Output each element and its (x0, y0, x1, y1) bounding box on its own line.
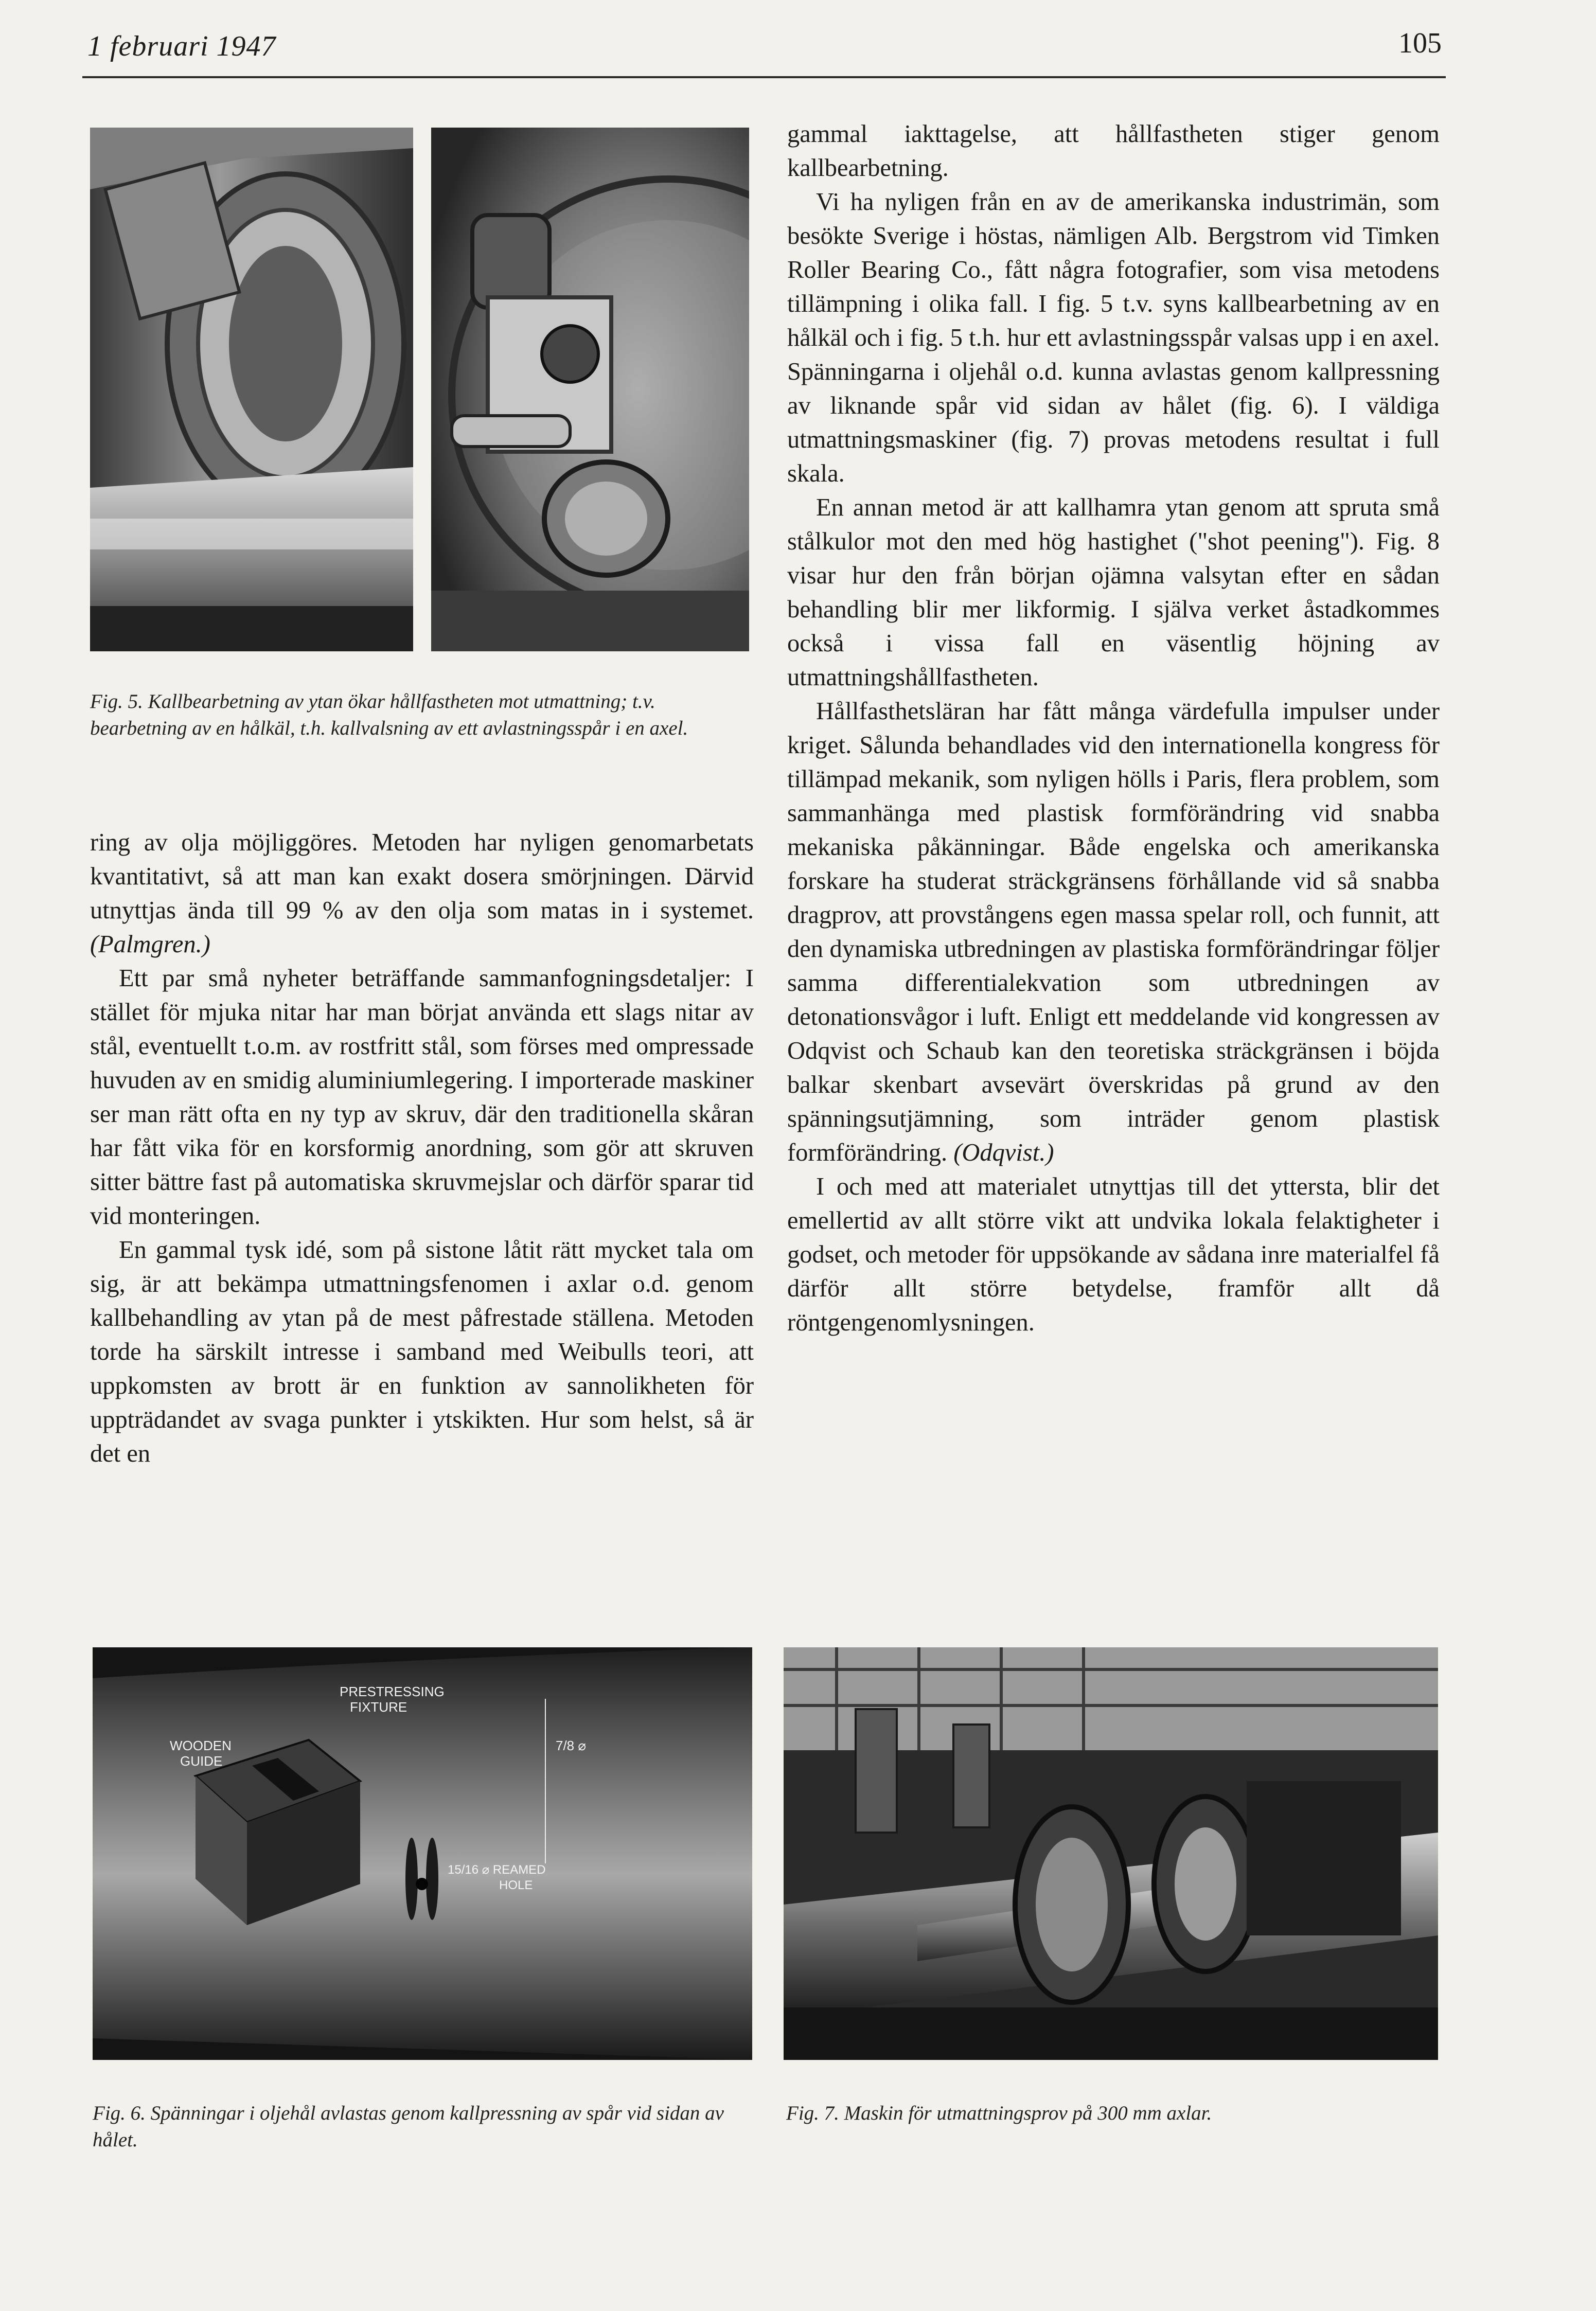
label-wooden: WOODEN (170, 1738, 232, 1753)
right-paragraph-4-text: Hållfasthetsläran har fått många värdefulla impulser under kriget. Sålunda behandlades vid den internationella kongress för tillämpad mekanik, som nyligen hölls i Paris, flera problem, som sammanhänga med plastisk formförändring vid snabba mekaniska påkänningar. Både engelska och amerikanska forskare ha studerat sträckgränsens förhållande vid så snabba dragprov, att provstångens egen massa spelar roll, och funnit, att den dynamiska utbredningen av plastiska formförändringar följer samma differentialekvation som utbredningen av detonationsvågor i luft. Enligt ett meddelande vid kongressen av Odqvist och Schaub kan den teoretiska sträckgränsen i böjda balkar skenbart avsevärt överskridas på grund av den spänningsutjämning, som inträder genom plastisk formförändring. (787, 698, 1440, 1166)
header-rule (82, 76, 1446, 78)
fig5-caption: Fig. 5. Kallbearbetning av ytan ökar hållfastheten mot utmattning; t.v. bearbetning av en hålkäl, t.h. kallvalsning av ett avlastningsspår i en axel. (90, 690, 688, 739)
author-palmgren: (Palmgren.) (90, 931, 210, 958)
author-odqvist: (Odqvist.) (953, 1139, 1054, 1166)
fig5-left-photo (90, 128, 413, 651)
left-paragraph-3: En gammal tysk idé, som på sistone låtit rätt mycket tala om sig, är att bekämpa utmattningsfenomen i axlar o.d. genom kallbehandling av ytan på de mest påfrestade ställena. Metoden torde ha särskilt intresse i samband med Weibulls teori, att uppkomsten av brott är en funktion av sannolikheten för uppträdandet av svaga punkter i ytskikten. Hur som helst, så är det en (90, 1236, 754, 1467)
label-dim-top: 7/8 ⌀ (556, 1738, 587, 1753)
label-fixture: FIXTURE (350, 1699, 407, 1715)
label-prestressing: PRESTRESSING (340, 1684, 445, 1699)
right-paragraph-3: En annan metod är att kallhamra ytan genom att spruta små stålkulor mot den med hög hastighet ("shot peening"). Fig. 8 visar hur den från början ojämna valsytan efter en sådan behandling blir mer likformig. I själva verket åstadkommes också i vissa fall en väsentlig höjning av utmattningshållfastheten. (787, 494, 1440, 691)
fig7-photo (784, 1647, 1438, 2060)
left-paragraph-1 (90, 826, 754, 962)
label-dim-hole: 15/16 ⌀ REAMED (448, 1863, 546, 1877)
right-paragraph-5: I och med att materialet utnyttjas till det yttersta, blir det emellertid av allt större vikt att undvika lokala felaktigheter i godset, och metoder för uppsökande av sådana inre materialfel få därför allt större betydelse, framför allt då röntgengenomlysningen. (787, 1173, 1440, 1336)
label-guide: GUIDE (180, 1753, 223, 1769)
right-paragraph-1: gammal iakttagelse, att hållfastheten stiger genom kallbearbetning. (787, 120, 1440, 182)
left-paragraph-2: Ett par små nyheter beträffande sammanfogningsdetaljer: I stället för mjuka nitar har man börjat använda ett slags nitar av stål, eventuellt t.o.m. av rostfritt stål, som förses med ompressade huvuden av en smidig aluminiumlegering. I importerade maskiner ser man rätt ofta en ny typ av skruv, där den traditionella skåran har fått vika för en korsformig anordning, som gör att skruven sitter bättre fast på automatiska skruvmejslar och därför sparar tid vid monteringen. (90, 965, 754, 1230)
header-date: 1 februari 1947 (87, 30, 276, 62)
right-column (787, 117, 1440, 1340)
label-hole: HOLE (499, 1878, 533, 1892)
left-paragraph-1-text: ring av olja möjliggöres. Metoden har nyligen genomarbetats kvantitativt, så att man kan exakt dosera smörjningen. Därvid utnyttjas ända till 99 % av den olja som matas in i systemet. (90, 829, 754, 924)
fig5-right-photo (431, 128, 749, 651)
right-paragraph-4 (787, 695, 1440, 1170)
right-paragraph-2: Vi ha nyligen från en av de amerikanska industrimän, som besökte Sverige i höstas, nämligen Alb. Bergstrom vid Timken Roller Bearing Co., fått några fotografier, som visa metodens tillämpning i olika fall. I fig. 5 t.v. syns kallbearbetning av en hålkäl och i fig. 5 t.h. hur ett avlastningsspår valsas upp i en axel. Spänningarna i oljehål o.d. kunna avlastas genom kallpressning av liknande spår vid sidan av hålet (fig. 6). I väldiga utmattningsmaskiner (fig. 7) provas metodens resultat i full skala. (787, 188, 1440, 487)
left-column (90, 826, 754, 1471)
fig6-caption: Fig. 6. Spänningar i oljehål avlastas genom kallpressning av spår vid sidan av hålet. (93, 2102, 724, 2151)
page-number: 105 (1398, 27, 1442, 59)
fig7-caption: Fig. 7. Maskin för utmattningsprov på 300 mm axlar. (786, 2102, 1212, 2124)
fig6-photo (93, 1647, 752, 2060)
